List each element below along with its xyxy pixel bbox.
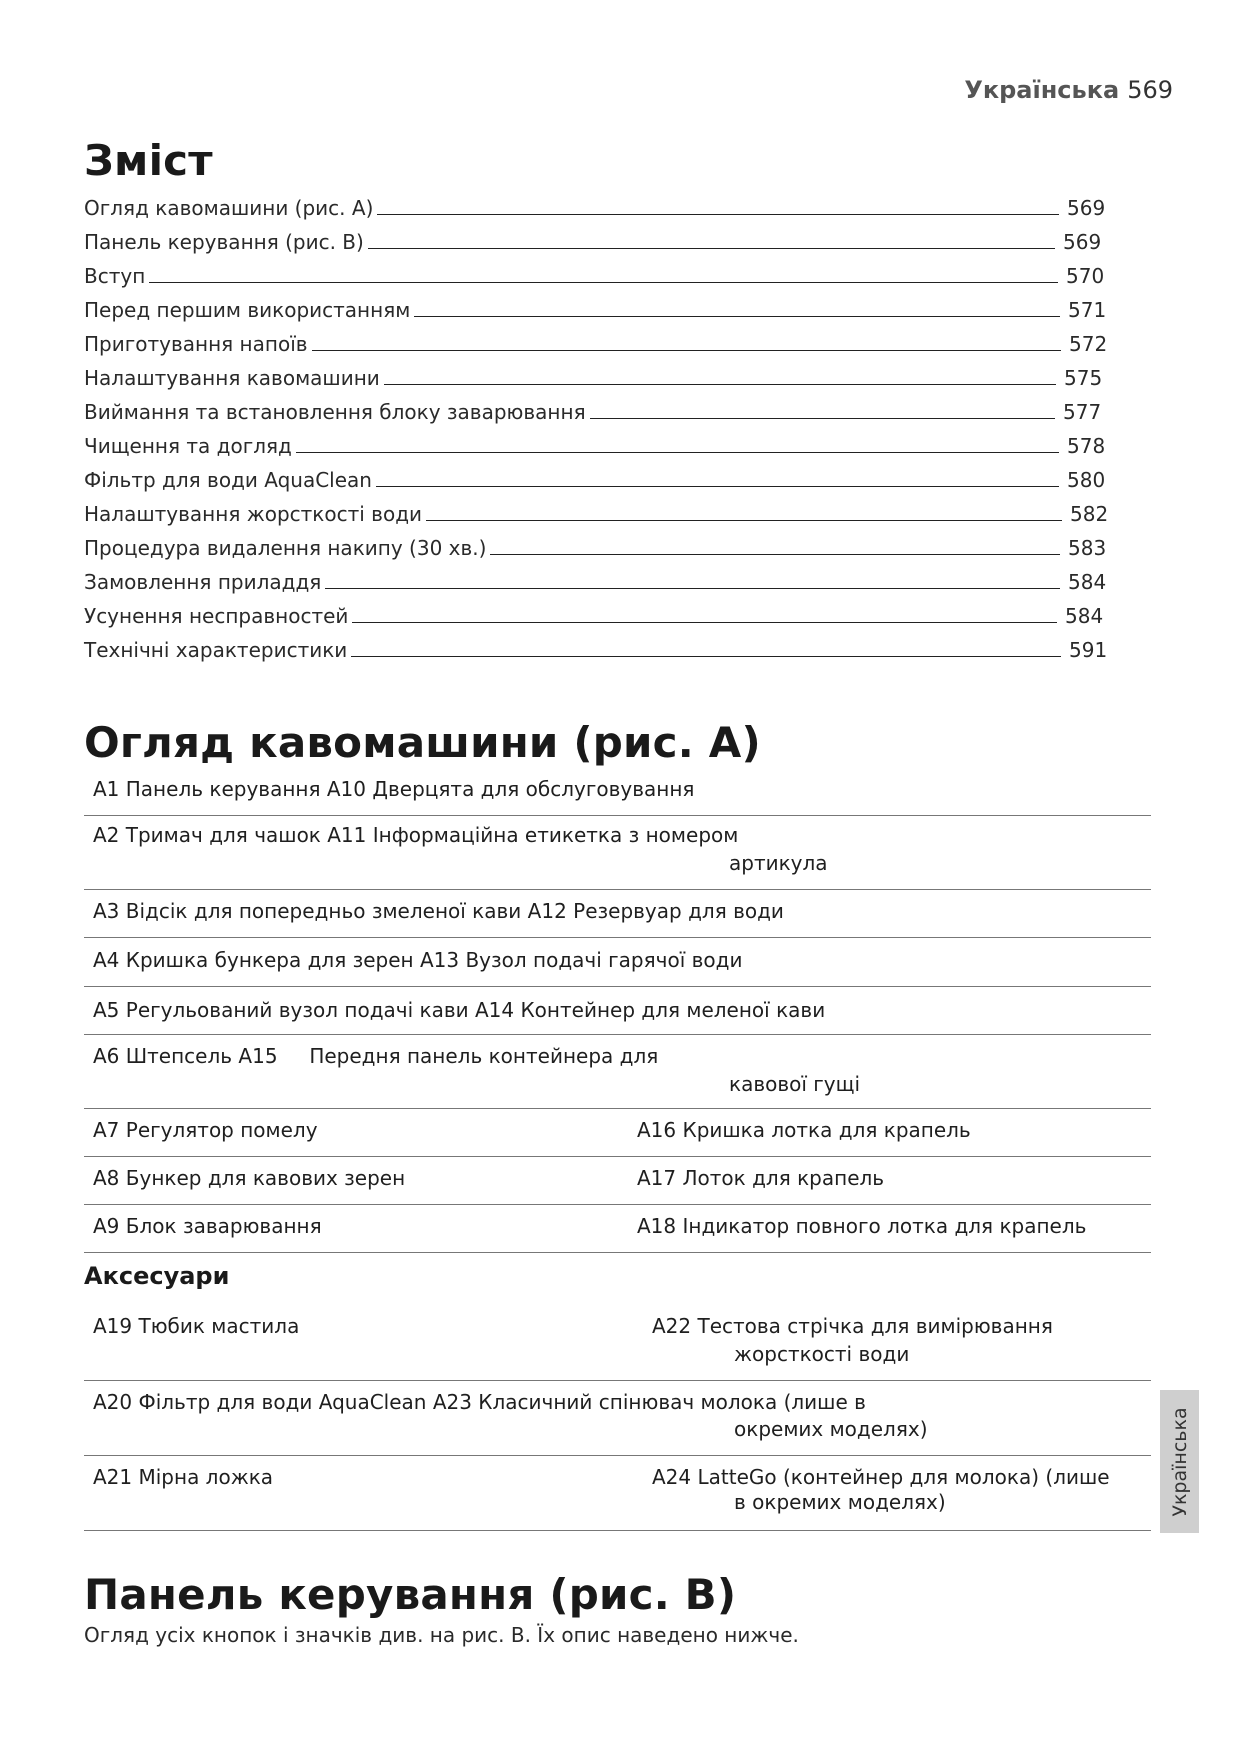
toc-leader <box>312 350 1061 351</box>
side-tab-label: Українська <box>1168 1406 1191 1517</box>
toc-entry-page: 577 <box>1063 400 1102 424</box>
toc-leader <box>376 486 1059 487</box>
toc-entry-title: Технічні характеристики <box>84 638 348 662</box>
cell-left: A19 Тюбик мастила <box>93 1314 300 1338</box>
toc-entry-title: Вступ <box>84 264 146 288</box>
cell-left: A21 Мірна ложка <box>93 1465 274 1489</box>
toc-leader <box>296 452 1059 453</box>
toc-entry[interactable] <box>84 292 1112 322</box>
cell-continuation: артикула <box>729 851 828 875</box>
cell-left: A4 Кришка бункера для зерен A13 Вузол подачі гарячої води <box>93 948 743 972</box>
cell-right: A22 Тестова стрічка для вимірювання <box>652 1314 1053 1338</box>
table-row <box>84 1036 1151 1109</box>
cell-right: A16 Кришка лотка для крапель <box>637 1118 971 1142</box>
toc-entry-title: Налаштування кавомашини <box>84 366 380 390</box>
cell-continuation: кавової гущі <box>729 1072 861 1096</box>
table-row <box>84 1382 1151 1456</box>
toc-entry[interactable] <box>84 632 1113 662</box>
overview-title: Огляд кавомашини (рис. A) <box>84 718 761 767</box>
toc-leader <box>426 520 1062 521</box>
table-row <box>84 817 1151 890</box>
toc-entry-title: Фільтр для води AquaClean <box>84 468 372 492</box>
toc-entry[interactable] <box>84 530 1112 560</box>
toc-entry[interactable] <box>84 496 1114 526</box>
toc-entry[interactable] <box>84 598 1109 628</box>
table-row <box>84 1457 1151 1531</box>
cell-left: A20 Фільтр для води AquaClean A23 Класичний спінювач молока (лише в <box>93 1390 866 1414</box>
panel-description: Огляд усіх кнопок і значків див. на рис. B. Їх опис наведено нижче. <box>84 1623 799 1647</box>
toc-leader <box>590 418 1055 419</box>
toc-entry-page: 571 <box>1068 298 1107 322</box>
toc-leader <box>414 316 1060 317</box>
toc-leader <box>490 554 1060 555</box>
toc-entry[interactable] <box>84 224 1107 254</box>
toc-entry-title: Приготування напоїв <box>84 332 308 356</box>
table-row <box>84 891 1151 938</box>
toc-entry-page: 578 <box>1067 434 1106 458</box>
toc-entry[interactable] <box>84 564 1112 594</box>
cell-continuation: жорсткості води <box>734 1342 910 1366</box>
toc-entry[interactable] <box>84 326 1113 356</box>
table-row <box>84 1309 1151 1381</box>
cell-continuation: окремих моделях) <box>734 1417 928 1441</box>
toc-entry-page: 580 <box>1067 468 1106 492</box>
toc-title: Зміст <box>84 136 213 185</box>
toc-entry-title: Усунення несправностей <box>84 604 349 628</box>
toc-leader <box>368 248 1055 249</box>
panel-title: Панель керування (рис. B) <box>84 1570 737 1619</box>
toc-entry[interactable] <box>84 462 1111 492</box>
table-row <box>84 988 1151 1035</box>
toc-leader <box>325 588 1060 589</box>
cell-left: A3 Відсік для попередньо змеленої кави A12 Резервуар для води <box>93 899 784 923</box>
language-side-tab <box>1160 1390 1199 1533</box>
toc-entry-title: Налаштування жорсткості води <box>84 502 423 526</box>
table-row <box>84 1206 1151 1253</box>
toc-leader <box>351 656 1061 657</box>
toc-entry-page: 583 <box>1068 536 1107 560</box>
toc-entry-title: Огляд кавомашини (рис. A) <box>84 196 374 220</box>
cell-left: A9 Блок заварювання <box>93 1214 322 1238</box>
table-row <box>84 773 1151 816</box>
toc-entry[interactable] <box>84 258 1110 288</box>
toc-entry-page: 569 <box>1067 196 1106 220</box>
toc-entry-page: 575 <box>1064 366 1103 390</box>
page-header <box>964 76 1173 104</box>
toc-entry[interactable] <box>84 360 1108 390</box>
toc-entry-title: Процедура видалення накипу (30 хв.) <box>84 536 487 560</box>
header-page-number: 569 <box>1127 76 1173 104</box>
toc-leader <box>149 282 1058 283</box>
header-language: Українська <box>964 76 1120 104</box>
cell-left: A8 Бункер для кавових зерен <box>93 1166 406 1190</box>
toc-entry-page: 584 <box>1065 604 1104 628</box>
toc-entry-page: 569 <box>1063 230 1102 254</box>
cell-left: A1 Панель керування A10 Дверцята для обслуговування <box>93 777 695 801</box>
cell-continuation: в окремих моделях) <box>734 1490 946 1514</box>
toc-leader <box>384 384 1056 385</box>
toc-entry-title: Чищення та догляд <box>84 434 292 458</box>
table-row <box>84 939 1151 987</box>
toc-entry-page: 572 <box>1069 332 1108 356</box>
cell-left: A5 Регульований вузол подачі кави A14 Контейнер для меленої кави <box>93 998 826 1022</box>
cell-left: A2 Тримач для чашок A11 Інформаційна етикетка з номером <box>93 823 739 847</box>
table-row <box>84 1110 1151 1157</box>
cell-right: A18 Індикатор повного лотка для крапель <box>637 1214 1087 1238</box>
cell-left: A7 Регулятор помелу <box>93 1118 318 1142</box>
toc-entry[interactable] <box>84 428 1111 458</box>
toc-entry-page: 570 <box>1066 264 1105 288</box>
toc-entry-page: 591 <box>1069 638 1108 662</box>
cell-right: A17 Лоток для крапель <box>637 1166 885 1190</box>
toc-entry-title: Виймання та встановлення блоку заварювання <box>84 400 586 424</box>
toc-entry-title: Замовлення приладдя <box>84 570 322 594</box>
table-row <box>84 1158 1151 1205</box>
toc-leader <box>352 622 1057 623</box>
toc-entry-page: 584 <box>1068 570 1107 594</box>
toc-leader <box>377 214 1059 215</box>
toc-entry-title: Перед першим використанням <box>84 298 411 322</box>
accessories-title: Аксесуари <box>84 1262 230 1290</box>
cell-right: A24 LatteGo (контейнер для молока) (лише <box>652 1465 1110 1489</box>
toc-entry-page: 582 <box>1070 502 1109 526</box>
cell-left: A6 Штепсель A15 Передня панель контейнера для <box>93 1044 659 1068</box>
toc-entry[interactable] <box>84 190 1111 220</box>
toc-entry-title: Панель керування (рис. B) <box>84 230 364 254</box>
toc-entry[interactable] <box>84 394 1107 424</box>
